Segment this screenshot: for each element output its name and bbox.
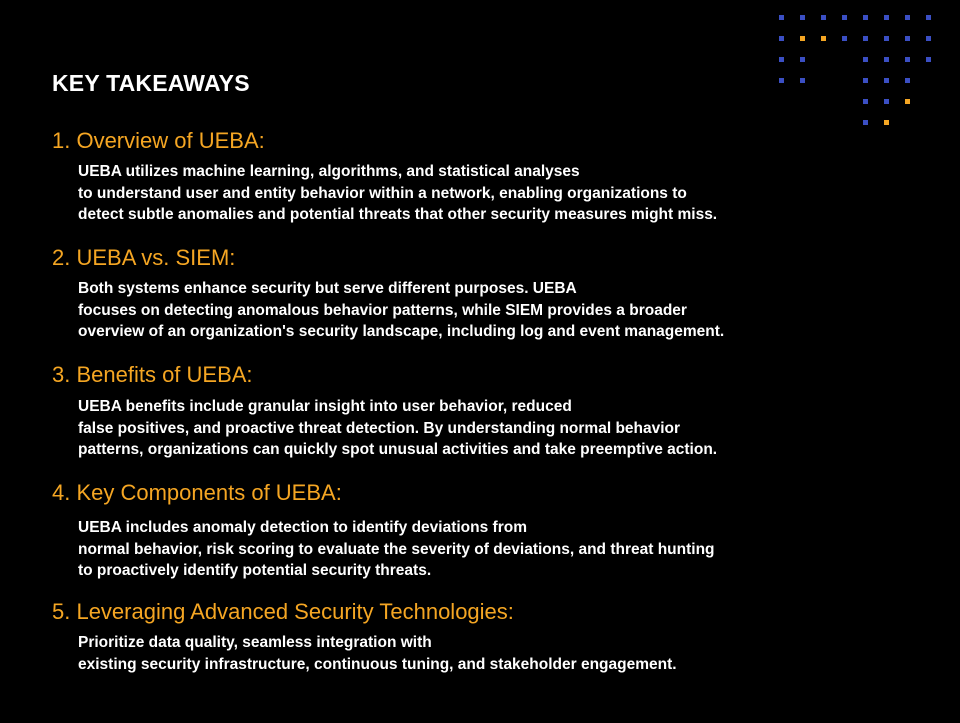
body-line: patterns, organizations can quickly spot unusual activities and take preemptive action. <box>78 441 718 458</box>
section-heading: 4. Key Components of UEBA: <box>52 480 342 505</box>
decorative-dot <box>821 36 826 41</box>
section-benefits <box>52 362 872 461</box>
body-line: focuses on detecting anomalous behavior patterns, while SIEM provides a broader <box>78 301 687 319</box>
page-title: KEY TAKEAWAYS <box>52 70 250 96</box>
body-line: to proactively identify potential security threats. <box>78 562 432 579</box>
section-body <box>52 632 872 675</box>
decorative-dot <box>863 99 868 104</box>
section-heading: 3. Benefits of UEBA: <box>52 362 253 387</box>
section-heading: 5. Leveraging Advanced Security Technologies: <box>52 599 514 624</box>
section-body <box>52 278 872 343</box>
body-line: overview of an organization's security landscape, including log and event management. <box>78 323 725 340</box>
decorative-dot <box>905 15 910 20</box>
body-line: existing security infrastructure, continuous tuning, and stakeholder engagement. <box>78 655 677 673</box>
decorative-dot <box>905 57 910 62</box>
decorative-dot <box>884 57 889 62</box>
body-line: normal behavior, risk scoring to evaluate the severity of deviations, and threat hunting <box>78 540 715 558</box>
decorative-dot <box>905 78 910 83</box>
section-heading: 1. Overview of UEBA: <box>52 128 265 153</box>
section-overview <box>52 128 872 226</box>
decorative-dot <box>842 15 847 20</box>
decorative-dot <box>800 78 805 83</box>
body-line: UEBA utilizes machine learning, algorithms, and statistical analyses <box>78 163 580 180</box>
decorative-dot <box>884 99 889 104</box>
decorative-dot <box>800 15 805 20</box>
decorative-dot <box>863 78 868 83</box>
body-line: UEBA includes anomaly detection to identify deviations from <box>78 519 527 536</box>
section-key-components <box>52 480 872 582</box>
decorative-dot <box>863 57 868 62</box>
section-advanced-technologies <box>52 599 872 675</box>
decorative-dot <box>779 78 784 83</box>
section-body <box>52 161 872 226</box>
decorative-dot <box>926 36 931 41</box>
section-heading: 2. UEBA vs. SIEM: <box>52 245 236 270</box>
body-line: false positives, and proactive threat detection. By understanding normal behavior <box>78 419 681 437</box>
decorative-dot <box>779 57 784 62</box>
decorative-dot <box>926 15 931 20</box>
decorative-dot <box>884 36 889 41</box>
body-line: Prioritize data quality, seamless integration with <box>78 634 432 651</box>
decorative-dot <box>863 36 868 41</box>
decorative-dot <box>800 57 805 62</box>
decorative-dot <box>884 78 889 83</box>
section-body <box>52 517 872 582</box>
section-body <box>52 396 872 461</box>
decorative-dot <box>884 120 889 125</box>
body-line: detect subtle anomalies and potential threats that other security measures might miss. <box>78 206 718 223</box>
decorative-dot <box>863 120 868 125</box>
decorative-dot <box>884 15 889 20</box>
decorative-dot <box>905 99 910 104</box>
decorative-dot <box>842 36 847 41</box>
decorative-dot <box>779 15 784 20</box>
body-line: UEBA benefits include granular insight into user behavior, reduced <box>78 398 572 415</box>
decorative-dot <box>926 57 931 62</box>
decorative-dot <box>800 36 805 41</box>
body-line: Both systems enhance security but serve different purposes. UEBA <box>78 280 577 297</box>
decorative-dot <box>779 36 784 41</box>
decorative-dot <box>905 36 910 41</box>
section-ueba-vs-siem <box>52 245 872 343</box>
decorative-dot <box>821 15 826 20</box>
decorative-dot <box>863 15 868 20</box>
body-line: to understand user and entity behavior within a network, enabling organizations to <box>78 184 687 202</box>
